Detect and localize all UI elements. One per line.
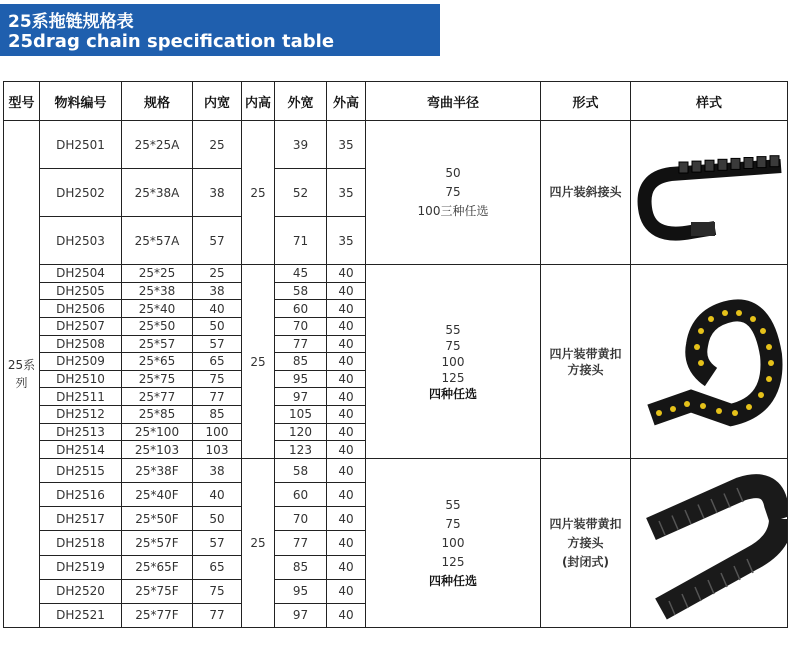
cell-inner-width: 38 — [193, 459, 242, 483]
cell-outer-width: 58 — [275, 459, 327, 483]
cell-spec: 25*65 — [122, 353, 193, 371]
bend-radius-option: 75 — [445, 338, 461, 353]
cell-inner-width: 38 — [193, 169, 242, 217]
cell-inner-width: 57 — [193, 531, 242, 555]
table-row — [4, 121, 788, 169]
cell-inner-height: 25 — [242, 121, 275, 265]
col-header-bend-radius: 弯曲半径 — [366, 82, 541, 121]
cell-inner-width: 57 — [193, 217, 242, 265]
cell-inner-width: 65 — [193, 353, 242, 371]
cell-code: DH2515 — [40, 459, 122, 483]
cell-code: DH2505 — [40, 282, 122, 300]
cell-outer-width: 77 — [275, 335, 327, 353]
col-header-code: 物料编号 — [40, 82, 122, 121]
cell-spec: 25*75 — [122, 370, 193, 388]
cell-outer-width: 97 — [275, 603, 327, 627]
cell-outer-width: 95 — [275, 370, 327, 388]
col-header-outer-width: 外宽 — [275, 82, 327, 121]
cell-code: DH2513 — [40, 423, 122, 441]
cell-code: DH2502 — [40, 169, 122, 217]
bend-radius-option: 55 — [445, 322, 461, 337]
cell-spec: 25*75F — [122, 579, 193, 603]
cell-inner-width: 57 — [193, 335, 242, 353]
form-line: 方接头 — [567, 362, 604, 377]
drag-chain-slanted-joint-image — [631, 122, 788, 263]
cell-outer-width: 70 — [275, 317, 327, 335]
cell-code: DH2509 — [40, 353, 122, 371]
title-banner — [0, 4, 440, 56]
cell-inner-width: 100 — [193, 423, 242, 441]
specification-table — [3, 81, 788, 628]
cell-spec: 25*100 — [122, 423, 193, 441]
table-row — [4, 459, 788, 483]
bend-radius-option: 100三种任选 — [417, 204, 489, 218]
cell-inner-width: 85 — [193, 406, 242, 424]
cell-inner-width: 75 — [193, 370, 242, 388]
bend-radius-option: 125 — [441, 554, 465, 569]
cell-inner-width: 25 — [193, 121, 242, 169]
drag-chain-yellow-buckle-image — [631, 265, 788, 458]
cell-code: DH2511 — [40, 388, 122, 406]
cell-code: DH2508 — [40, 335, 122, 353]
cell-outer-width: 77 — [275, 531, 327, 555]
cell-outer-height: 40 — [327, 388, 366, 406]
cell-outer-width: 95 — [275, 579, 327, 603]
form-cell — [541, 121, 631, 265]
cell-code: DH2504 — [40, 265, 122, 283]
cell-inner-width: 77 — [193, 603, 242, 627]
cell-outer-width: 85 — [275, 555, 327, 579]
table-header-row — [4, 82, 788, 121]
cell-outer-height: 40 — [327, 335, 366, 353]
cell-code: DH2512 — [40, 406, 122, 424]
cell-inner-height: 25 — [242, 459, 275, 628]
cell-inner-width: 77 — [193, 388, 242, 406]
series-cell: 25系列 — [4, 121, 40, 628]
cell-spec: 25*38F — [122, 459, 193, 483]
table-row — [4, 265, 788, 283]
cell-code: DH2518 — [40, 531, 122, 555]
cell-outer-width: 45 — [275, 265, 327, 283]
cell-outer-width: 105 — [275, 406, 327, 424]
bend-radius-option: 75 — [445, 185, 461, 199]
cell-spec: 25*77 — [122, 388, 193, 406]
cell-code: DH2510 — [40, 370, 122, 388]
bend-radius-option: 100 — [441, 535, 465, 550]
bend-radius-option: 四种任选 — [428, 573, 477, 588]
cell-outer-height: 40 — [327, 282, 366, 300]
bend-radius-option: 55 — [445, 497, 461, 512]
cell-spec: 25*85 — [122, 406, 193, 424]
col-header-model: 型号 — [4, 82, 40, 121]
cell-code: DH2507 — [40, 317, 122, 335]
cell-outer-height: 40 — [327, 579, 366, 603]
form-cell — [541, 459, 631, 628]
cell-spec: 25*57F — [122, 531, 193, 555]
drag-chain-enclosed-image — [631, 459, 788, 627]
cell-outer-width: 70 — [275, 507, 327, 531]
cell-outer-height: 40 — [327, 406, 366, 424]
style-image-cell — [631, 459, 788, 628]
cell-outer-width: 39 — [275, 121, 327, 169]
form-cell — [541, 265, 631, 459]
cell-outer-height: 40 — [327, 423, 366, 441]
cell-outer-width: 97 — [275, 388, 327, 406]
cell-spec: 25*77F — [122, 603, 193, 627]
cell-outer-height: 40 — [327, 441, 366, 459]
cell-outer-width: 60 — [275, 483, 327, 507]
bend-radius-option: 四种任选 — [428, 386, 477, 401]
cell-outer-height: 40 — [327, 555, 366, 579]
cell-code: DH2501 — [40, 121, 122, 169]
cell-spec: 25*38 — [122, 282, 193, 300]
col-header-outer-height: 外高 — [327, 82, 366, 121]
cell-inner-width: 65 — [193, 555, 242, 579]
bend-radius-option: 75 — [445, 516, 461, 531]
cell-spec: 25*40 — [122, 300, 193, 318]
cell-outer-width: 123 — [275, 441, 327, 459]
cell-code: DH2506 — [40, 300, 122, 318]
cell-spec: 25*57 — [122, 335, 193, 353]
cell-outer-height: 40 — [327, 317, 366, 335]
cell-inner-width: 40 — [193, 300, 242, 318]
cell-spec: 25*57A — [122, 217, 193, 265]
form-line: 四片装带黄扣 — [549, 346, 622, 361]
cell-inner-height: 25 — [242, 265, 275, 459]
form-line: 方接头 — [567, 535, 604, 550]
cell-spec: 25*25A — [122, 121, 193, 169]
cell-code: DH2519 — [40, 555, 122, 579]
bend-radius-option: 100 — [441, 354, 465, 369]
style-image-cell — [631, 121, 788, 265]
cell-outer-height: 35 — [327, 121, 366, 169]
cell-outer-width: 52 — [275, 169, 327, 217]
cell-inner-width: 38 — [193, 282, 242, 300]
bend-radius-cell — [366, 265, 541, 459]
col-header-style: 样式 — [631, 82, 788, 121]
form-line: (封闭式) — [562, 554, 609, 569]
cell-outer-width: 58 — [275, 282, 327, 300]
cell-spec: 25*50 — [122, 317, 193, 335]
col-header-inner-height: 内高 — [242, 82, 275, 121]
cell-outer-width: 60 — [275, 300, 327, 318]
cell-inner-width: 25 — [193, 265, 242, 283]
bend-radius-option: 50 — [445, 166, 461, 180]
cell-spec: 25*65F — [122, 555, 193, 579]
cell-outer-height: 40 — [327, 507, 366, 531]
form-line: 四片装斜接头 — [549, 185, 622, 199]
cell-spec: 25*103 — [122, 441, 193, 459]
cell-outer-height: 35 — [327, 169, 366, 217]
cell-inner-width: 103 — [193, 441, 242, 459]
cell-code: DH2514 — [40, 441, 122, 459]
form-line: 四片装带黄扣 — [549, 516, 622, 531]
cell-outer-width: 85 — [275, 353, 327, 371]
cell-spec: 25*25 — [122, 265, 193, 283]
col-header-spec: 规格 — [122, 82, 193, 121]
col-header-form: 形式 — [541, 82, 631, 121]
cell-code: DH2517 — [40, 507, 122, 531]
cell-outer-height: 40 — [327, 370, 366, 388]
cell-outer-width: 120 — [275, 423, 327, 441]
cell-outer-width: 71 — [275, 217, 327, 265]
cell-outer-height: 35 — [327, 217, 366, 265]
cell-inner-width: 50 — [193, 507, 242, 531]
cell-inner-width: 40 — [193, 483, 242, 507]
cell-outer-height: 40 — [327, 459, 366, 483]
bend-radius-cell — [366, 459, 541, 628]
cell-code: DH2520 — [40, 579, 122, 603]
cell-outer-height: 40 — [327, 483, 366, 507]
title-english: 25drag chain specification table — [8, 31, 335, 52]
col-header-inner-width: 内宽 — [193, 82, 242, 121]
cell-outer-height: 40 — [327, 353, 366, 371]
cell-outer-height: 40 — [327, 300, 366, 318]
cell-outer-height: 40 — [327, 531, 366, 555]
cell-outer-height: 40 — [327, 603, 366, 627]
bend-radius-cell — [366, 121, 541, 265]
cell-code: DH2516 — [40, 483, 122, 507]
bend-radius-option: 125 — [441, 370, 465, 385]
cell-inner-width: 75 — [193, 579, 242, 603]
cell-code: DH2521 — [40, 603, 122, 627]
style-image-cell — [631, 265, 788, 459]
cell-spec: 25*50F — [122, 507, 193, 531]
cell-code: DH2503 — [40, 217, 122, 265]
cell-inner-width: 50 — [193, 317, 242, 335]
title-chinese: 25系拖链规格表 — [8, 12, 134, 32]
cell-spec: 25*38A — [122, 169, 193, 217]
cell-outer-height: 40 — [327, 265, 366, 283]
cell-spec: 25*40F — [122, 483, 193, 507]
